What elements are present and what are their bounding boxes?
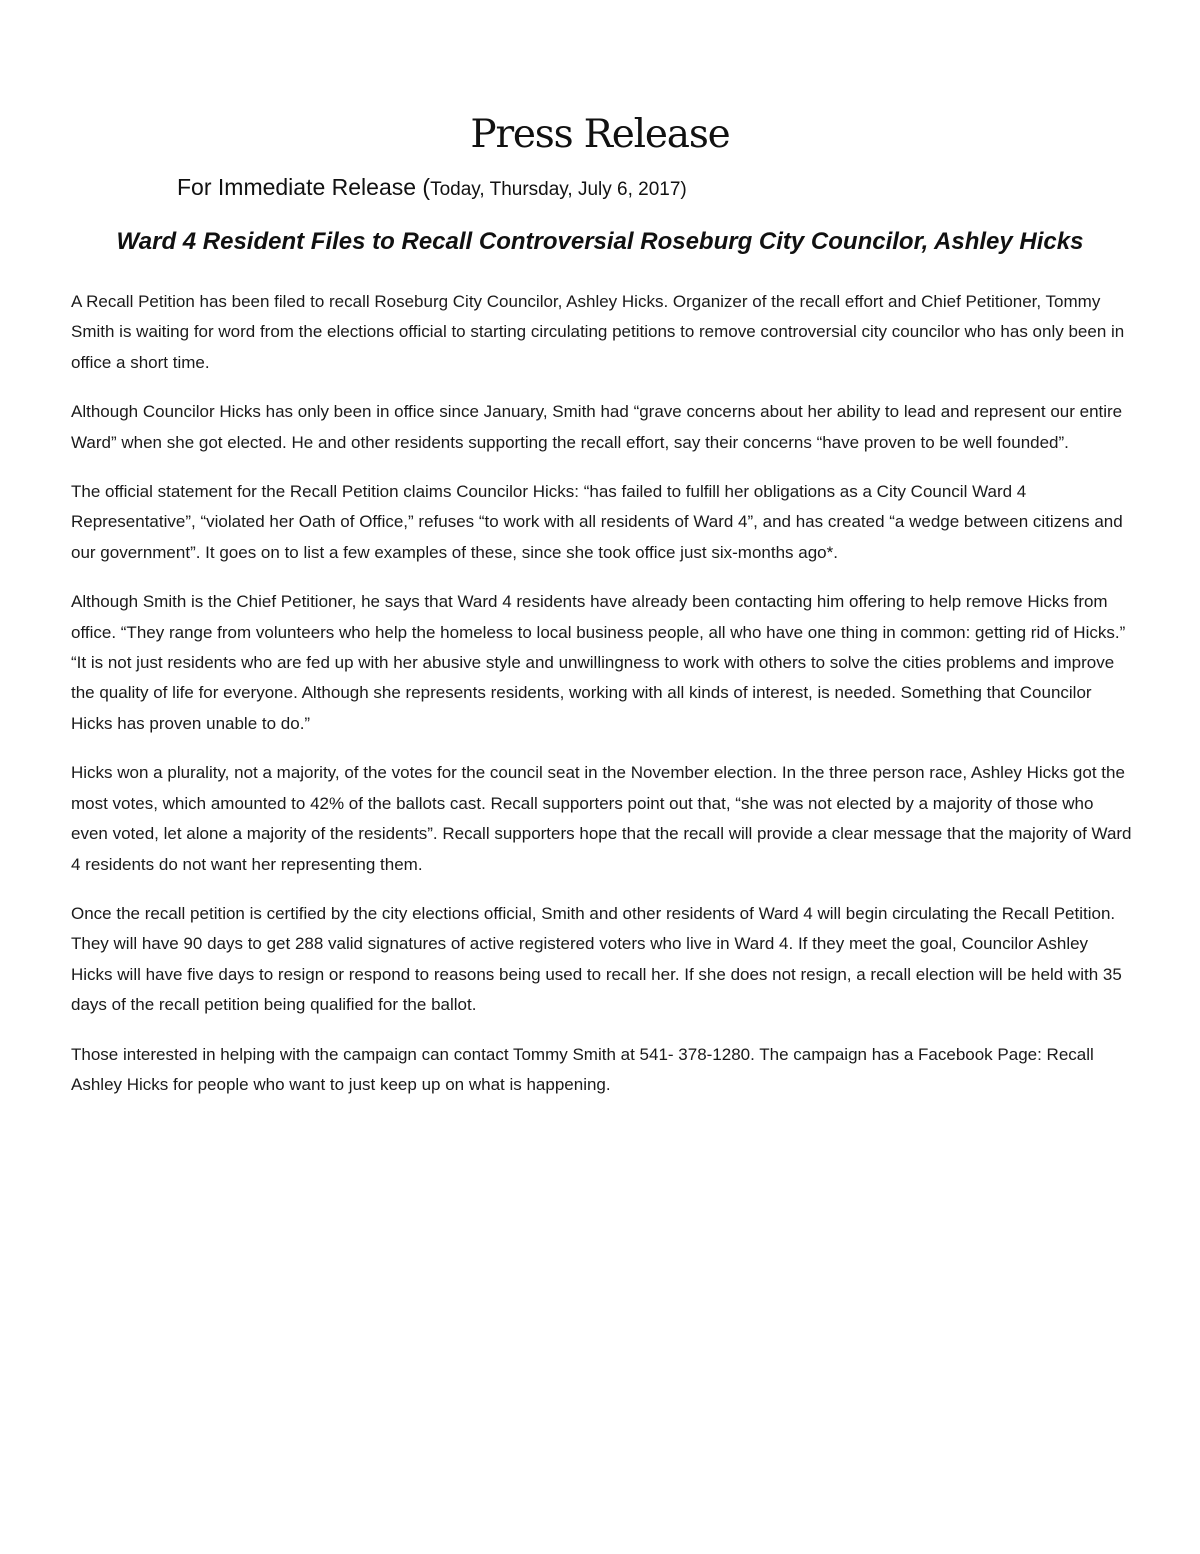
paragraph-6: Once the recall petition is certified by the city elections official, Smith and other residents of Ward 4 will begin circulating the Recall Petition. They will have 90 days to get 288 valid signatures of active registered voters who live in Ward 4. If they meet the goal, Councilor Ashley Hicks will have five days to resign or respond to reasons being used to recall her. If she does not resign, a recall election will be held with 35 days of the recall petition being qualified for the ballot. bbox=[71, 903, 1122, 1015]
headline: Ward 4 Resident Files to Recall Controversial Roseburg City Councilor, Ashley Hicks bbox=[116, 228, 1084, 255]
paragraph-3: The official statement for the Recall Petition claims Councilor Hicks: “has failed to fulfill her obligations as a City Council Ward 4 Representative”, “violated her Oath of Office,” refuses “to work with all residents of Ward 4”, and has created “a wedge between citizens and our government”. It goes on to list a few examples of these, since she took office just six-months ago*. bbox=[71, 482, 1123, 562]
release-prefix: For Immediate Release ( bbox=[177, 174, 431, 200]
paragraph-4: Although Smith is the Chief Petitioner, he says that Ward 4 residents have already been contacting him offering to help remove Hicks from office. “They range from volunteers who help the homeless to local business people, all who have one thing in common: getting rid of Hicks.” “It is not just residents who are fed up with her abusive style and unwillingness to work with others to solve the cities problems and improve the quality of life for everyone. Although she represents residents, working with all kinds of interest, is needed. Something that Councilor Hicks has proven unable to do.” bbox=[71, 592, 1126, 733]
paragraph-2: Although Councilor Hicks has only been in office since January, Smith had “grave concerns about her ability to lead and represent our entire Ward” when she got elected. He and other residents supporting the recall effort, say their concerns “have proven to be well founded”. bbox=[71, 402, 1123, 452]
article-body bbox=[71, 287, 1133, 1119]
page-title: Press Release bbox=[470, 112, 730, 157]
release-line bbox=[177, 174, 687, 201]
paragraph-5: Hicks won a plurality, not a majority, of the votes for the council seat in the November election. In the three person race, Ashley Hicks got the most votes, which amounted to 42% of the ballots cast. Recall supporters point out that, “she was not elected by a majority of those who even voted, let alone a majority of the residents”. Recall supporters hope that the recall will provide a clear message that the majority of Ward 4 residents do not want her representing them. bbox=[71, 763, 1132, 874]
paragraph-7: Those interested in helping with the campaign can contact Tommy Smith at 541- 378-1280. The campaign has a Facebook Page: Recall Ashley Hicks for people who want to just keep up on what is happening. bbox=[71, 1044, 1094, 1094]
paragraph-1: A Recall Petition has been filed to recall Roseburg City Councilor, Ashley Hicks. Organizer of the recall effort and Chief Petitioner, Tommy Smith is waiting for word from the elections official to starting circulating petitions to remove controversial city councilor who has only been in office a short time. bbox=[71, 292, 1125, 372]
release-date: Today, Thursday, July 6, 2017) bbox=[430, 179, 687, 200]
